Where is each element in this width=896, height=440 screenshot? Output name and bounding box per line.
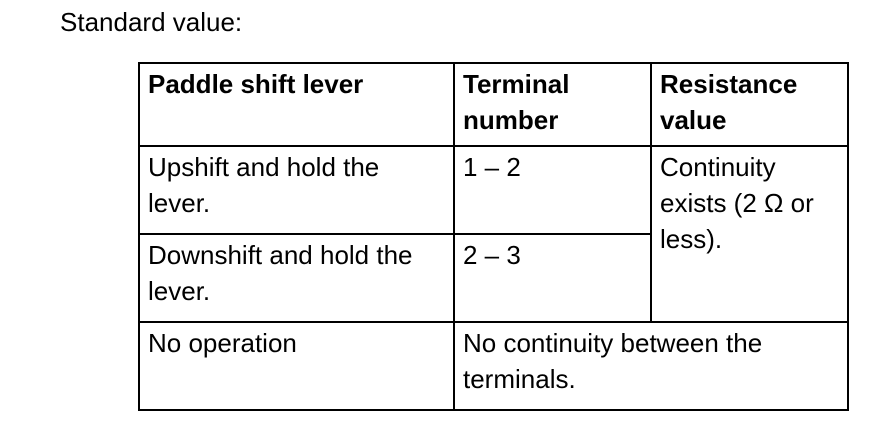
header-resistance-value: Resistance value [651, 63, 848, 146]
header-paddle-shift-lever: Paddle shift lever [139, 63, 454, 146]
cell-no-operation-lever: No operation [139, 322, 454, 410]
cell-upshift-lever: Upshift and hold the lever. [139, 146, 454, 234]
table-row-upshift [139, 146, 848, 234]
header-terminal-number: Terminal number [454, 63, 651, 146]
table-header-row [139, 63, 848, 146]
cell-continuity-resistance: Continuity exists (2 Ω or less). [651, 146, 848, 322]
standard-value-table [138, 62, 849, 411]
cell-upshift-terminal: 1 – 2 [454, 146, 651, 234]
table-row-no-operation [139, 322, 848, 410]
cell-downshift-lever: Downshift and hold the lever. [139, 234, 454, 322]
page-heading: Standard value: [60, 7, 243, 37]
cell-downshift-terminal: 2 – 3 [454, 234, 651, 322]
cell-no-continuity: No continuity between the terminals. [454, 322, 848, 410]
